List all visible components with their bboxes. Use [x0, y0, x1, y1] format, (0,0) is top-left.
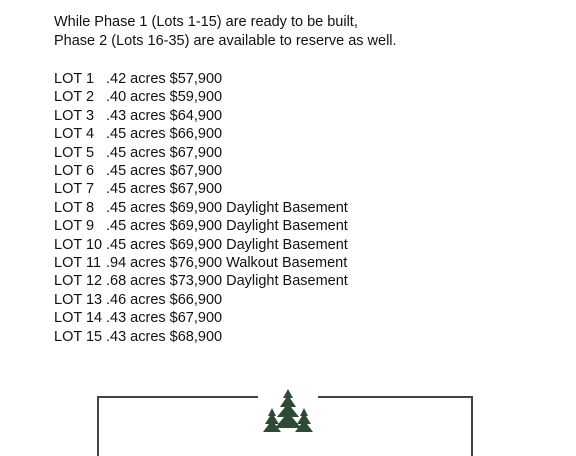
- lot-number: LOT 8: [54, 199, 95, 216]
- lot-number: LOT 1: [54, 71, 95, 87]
- lot-detail: .45 acres $67,900: [106, 163, 223, 180]
- lot-number: LOT 13: [54, 291, 103, 308]
- list-item: [54, 236, 348, 254]
- lot-number: LOT 7: [54, 181, 95, 198]
- list-item: [54, 217, 348, 235]
- intro-line-2: Phase 2 (Lots 16-35) are available to reserve as well.: [54, 33, 397, 49]
- list-item: [54, 88, 348, 106]
- lot-list: [54, 70, 348, 346]
- lot-detail: .43 acres $64,900: [106, 107, 223, 124]
- lot-detail: .40 acres $59,900: [106, 89, 223, 106]
- lot-detail: .68 acres $73,900 Daylight Basement: [106, 273, 348, 290]
- list-item: [54, 254, 348, 272]
- lot-detail: .46 acres $66,900: [106, 291, 223, 308]
- lot-detail: .43 acres $67,900: [106, 310, 223, 327]
- lot-number: LOT 5: [54, 144, 95, 161]
- lot-detail: .45 acres $67,900: [106, 181, 223, 198]
- lot-detail: .42 acres $57,900: [106, 71, 223, 87]
- lot-detail: .45 acres $69,900 Daylight Basement: [106, 218, 348, 235]
- list-item: [54, 291, 348, 309]
- lot-number: LOT 2: [54, 89, 95, 106]
- lot-number: LOT 11: [54, 255, 102, 272]
- list-item: [54, 199, 348, 217]
- list-item: [54, 144, 348, 162]
- lot-detail: .45 acres $69,900 Daylight Basement: [106, 236, 348, 253]
- lot-number: LOT 15: [54, 328, 103, 345]
- list-item: [54, 125, 348, 143]
- lot-number: LOT 4: [54, 126, 95, 143]
- list-item: [54, 162, 348, 180]
- list-item: [54, 180, 348, 198]
- lot-number: LOT 14: [54, 310, 103, 327]
- list-item: [54, 272, 348, 290]
- lot-number: LOT 6: [54, 163, 95, 180]
- intro-line-1: While Phase 1 (Lots 1-15) are ready to be built,: [54, 14, 358, 30]
- lot-number: LOT 3: [54, 107, 95, 124]
- lot-number: LOT 12: [54, 273, 103, 290]
- lot-detail: .94 acres $76,900 Walkout Basement: [106, 255, 348, 272]
- pine-tree-icon: [262, 388, 314, 432]
- lot-number: LOT 10: [54, 236, 103, 253]
- list-item: [54, 70, 348, 88]
- intro-text: [54, 13, 397, 51]
- list-item: [54, 328, 348, 346]
- lot-detail: .43 acres $68,900: [106, 328, 223, 345]
- list-item: [54, 309, 348, 327]
- lot-detail: .45 acres $69,900 Daylight Basement: [106, 199, 348, 216]
- lot-detail: .45 acres $67,900: [106, 144, 223, 161]
- lot-number: LOT 9: [54, 218, 95, 235]
- list-item: [54, 107, 348, 125]
- lot-detail: .45 acres $66,900: [106, 126, 223, 143]
